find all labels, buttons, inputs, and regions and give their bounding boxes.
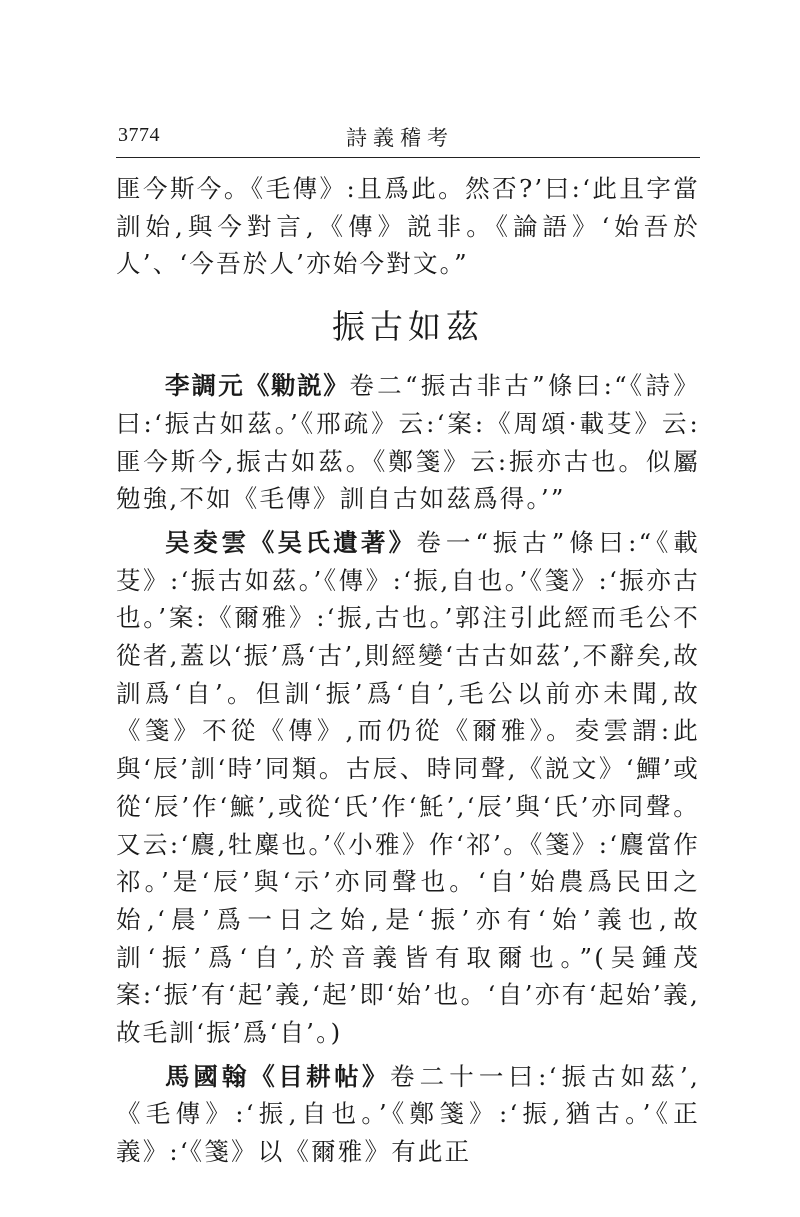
page-number: 3774 [118, 124, 160, 146]
entry-author: 馬國翰 [165, 1061, 251, 1091]
entry-work: 《吴氏遺著》 [249, 527, 417, 557]
entry-paragraph [116, 524, 700, 1052]
continuation-paragraph: 匪今斯今。《毛傳》:且爲此。然否?’曰:‘此且字當訓始,與今對言,《傳》説非。《論語》‘始吾於人’、‘今吾於人’亦始今對文。” [116, 174, 700, 279]
running-title: 詩義稽考 [346, 126, 454, 150]
entry-text: 卷二“振古非古”條曰:“《詩》曰:‘振古如茲。’《邢疏》云:‘案:《周頌·載芟》云:匪今斯今,振古如茲。《鄭箋》云:振亦古也。似屬勉強,不如《毛傳》訓自古如茲爲得。’” [116, 371, 701, 514]
entry-author: 李調元 [165, 371, 245, 401]
entry-paragraph [116, 367, 700, 518]
entry-text: 卷一“振古”條曰:“《載芟》:‘振古如茲。’《傳》:‘振,自也。’《箋》:‘振亦古也。’案:《爾雅》:‘振,古也。’郭注引此經而毛公不從者,蓋以‘振’爲‘古’,則經變‘古古如茲’,不辭矣,故訓爲‘自’。但訓‘振’爲‘自’,毛公以前亦未聞,故《箋》不從《傳》,而仍從《爾雅》。夌雲謂:此與‘辰’訓‘時’同類。古辰、時同聲,《説文》‘鱓’或從‘辰’作‘鯳’,或從‘氏’作‘魠’,‘辰’與‘氏’亦同聲。又云:‘麎,牡麋也。’《小雅》作‘祁’。《箋》:‘麎當作祁。’是‘辰’與‘示’亦同聲也。‘自’始農爲民田之始,‘晨’爲一日之始,是‘振’亦有‘始’義也,故訓‘振’爲‘自’,於音義皆有取爾也。”(吴鍾茂案:‘振’有‘起’義,‘起’即‘始’也。‘自’亦有‘起始’義,故毛訓‘振’爲‘自’。) [116, 527, 701, 1048]
section-title: 振古如茲 [332, 307, 484, 347]
entry-author: 吴夌雲 [165, 527, 250, 557]
entry-paragraph [116, 1058, 700, 1171]
entry-work: 《勦説》 [244, 371, 350, 401]
body-text [116, 170, 700, 1171]
entry-text: 卷二十一曰:‘振古如茲’,《毛傳》:‘振,自也。’《鄭箋》:‘振,猶古。’《正義》:‘《箋》以《爾雅》有此正 [116, 1061, 701, 1167]
entry-work: 《目耕帖》 [250, 1061, 390, 1091]
header-rule [116, 157, 700, 158]
